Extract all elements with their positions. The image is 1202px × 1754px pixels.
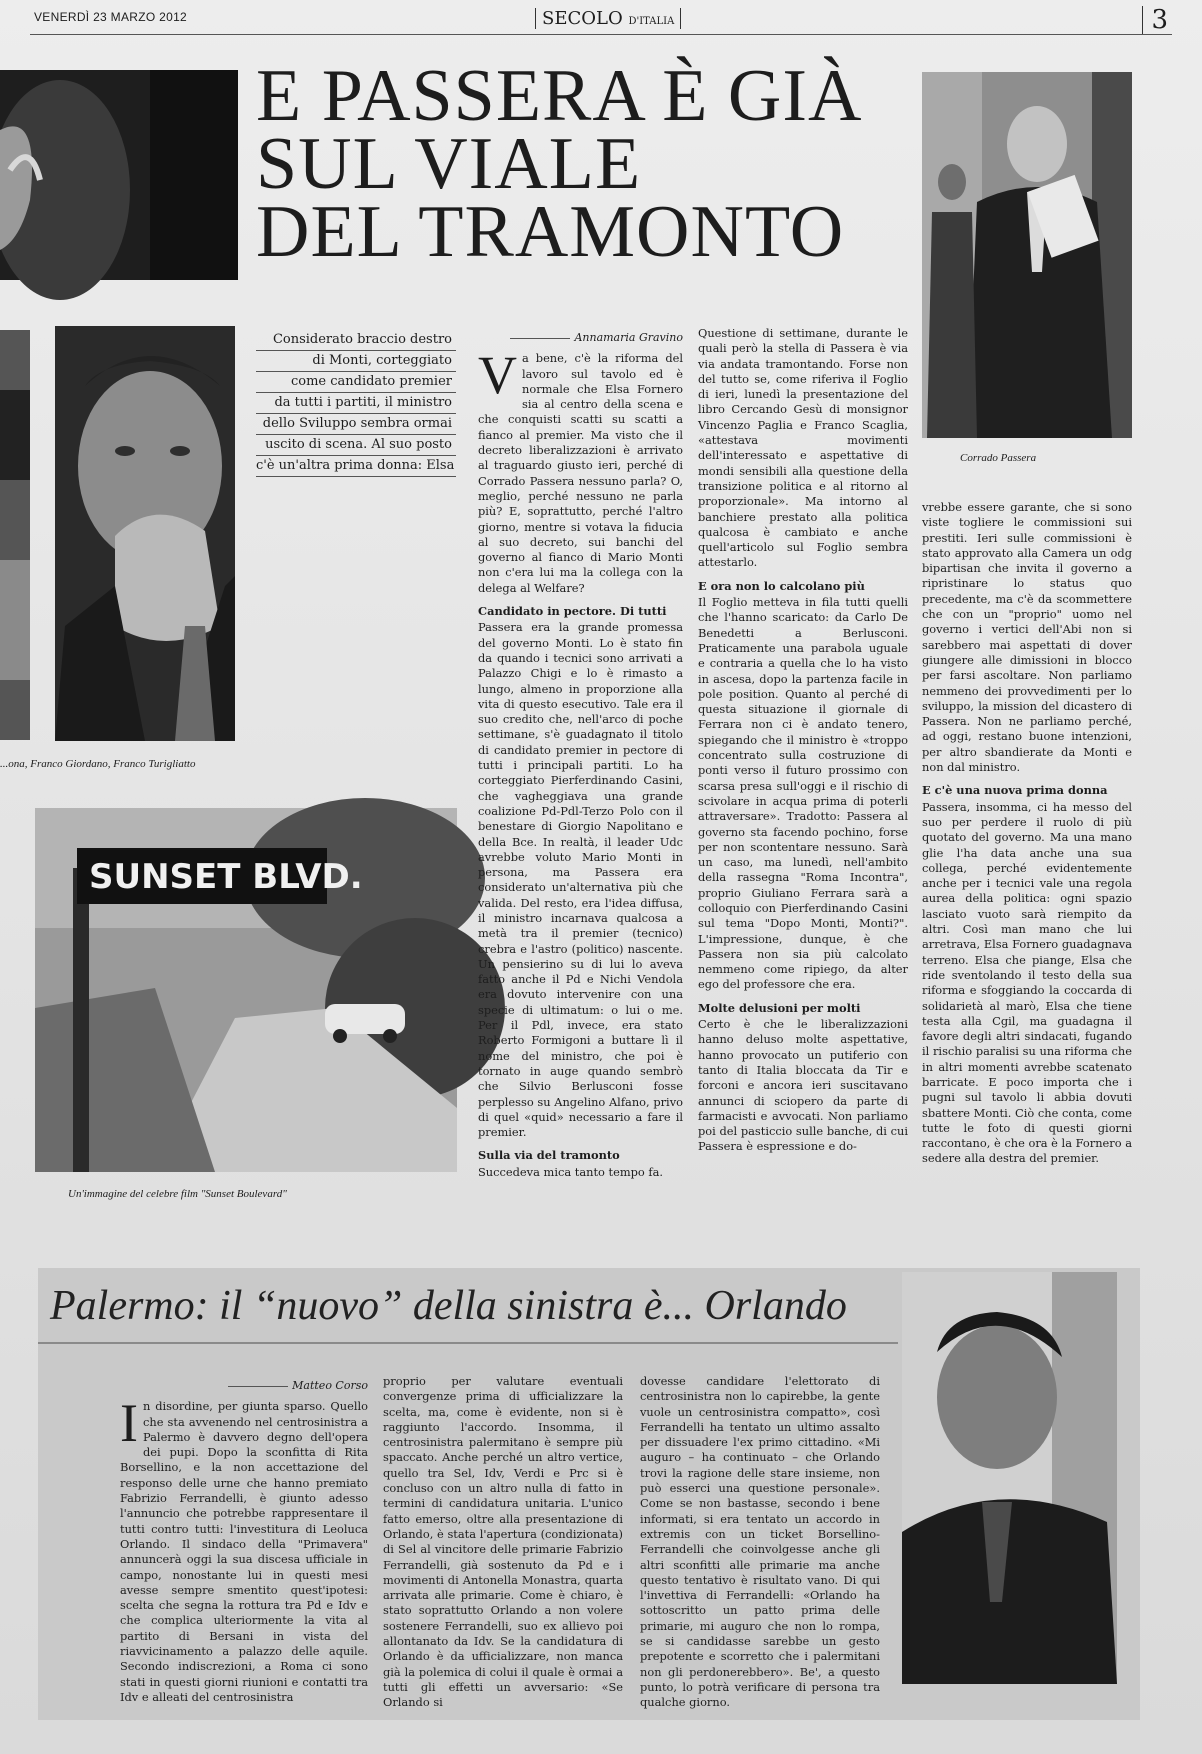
masthead [535,8,681,29]
standfirst-line: Considerato braccio destro [256,330,456,351]
article-paragraph: vrebbe essere garante, che si sono viste togliere le commissioni sui prestiti. Ieri sulle commissioni è stato approvato alla Camera un odg bipartisan che invita il governo a ripristinare lo status quo precedente, ma c'è da scommettere che con un "proprio" uomo nel governo i vertici dell'Abi non si sarebbero mai aspettati di dover giungere alle dimissioni in blocco per farsi ascoltare. Non parliamo nemmeno dei provvedimenti per lo sviluppo, la mission del dicastero di Passera. Non ne parliamo perché, ad oggi, restano buone intenzioni, per altro sbandierate da Monti e non dal ministro. [922,500,1132,775]
caption-left: ...ona, Franco Giordano, Franco Turigliatto [0,758,196,770]
headline-line: E PASSERA È GIÀ [256,55,863,137]
portrait-giordano-graphic [55,326,235,741]
standfirst-line: di Monti, corteggiato [256,351,456,372]
dropcap: I [120,1393,138,1454]
article-paragraph [478,345,683,596]
photo-sunset-boulevard [35,808,457,1172]
article-subhead: Molte delusioni per molti [698,1000,861,1015]
article-subhead: E c'è una nuova prima donna [922,783,1108,798]
masthead-name: SECOLO [542,8,623,29]
article-paragraph: Passera, insomma, ci ha messo del suo per perdere il ruolo di più quotato del governo. Ma una mano glie l'ha data anche una sua collega, perché evidentemente anche per i tecnici vale una regola aurea della politica: ogni spazio lasciato vuoto sarà riempito da altri. Così man mano che lui arretrava, Elsa Fornero guadagnava terreno. Elsa che piange, Elsa che ride sventolando il testo della sua riforma e sfoggiando la coccarda di solidarietà al marò, Elsa che tiene testa alla Cgil, ma guadagna il favore degli altri sindacati, fugando il rischio paralisi su una riforma che in altri momenti avrebbe scatenato barricate. E poco importa che i pugni sul tavolo li abbia dovuti sbattere Monti. Ciò che conta, come tutte le foto di questi giorni raccontano, è che ora è la Fornero a sedere alla destra del premier. [922,799,1132,1166]
standfirst-line: uscito di scena. Al suo posto [256,435,456,456]
photo-orlando-graphic [902,1272,1117,1684]
standfirst-line: da tutti i partiti, il ministro [256,393,456,414]
paragraph-text: a bene, c'è la riforma del lavoro sul tavolo ed è normale che Elsa Fornero sia al centro della scena e che conquisti scatti su scatti a fianco al premier. Ma visto che il decreto liberalizzazioni è arrivato al traguardo giusto ieri, perché di Corrado Passera nessuno parla? O, meglio, perché nessuno ne parla più? E, soprattutto, perché l'altro giorno, mentre si votava la fiducia al suo decreto, sui banchi del governo al fianco di Mario Monti non c'era lui ma la collega con la delega al Welfare? [478,351,683,595]
standfirst [256,330,456,477]
article-paragraph: Il Foglio metteva in fila tutti quelli che l'hanno scaricato: da Carlo De Benedetti a Berlusconi. Praticamente una parabola uguale e contraria a quella che lo ha visto in ascesa, dopo la partenza facile in pole position. Quanto al perché di questa situazione il giornale di Ferrara non ci è andato tenero, spiegando che il ministro è «troppo concentrato sulla costruzione di ponti verso il futuro prossimo con scarsa presa sull'oggi e il rischio di scivolare in acqua prima di poterli attraversare». Tradotto: Passera al governo sta facendo pochino, forse per non scontentare nessuno. Sarà un caso, ma lunedì, nell'ambito della rassegna "Roma Incontra", proprio Giuliano Ferrara sarà a colloquio con Pierferdinando Casini sul tema "Dopo Monti, Monti?". L'impressione, dunque, è che Passera non sia più calcolato nemmeno come ripiego, da alter ego del professore che era. [698,595,908,992]
article-subhead: Candidato in pectore. Di tutti [478,604,667,619]
bottom-paragraph: dovesse candidare l'elettorato di centrosinistra non lo capirebbe, la gente vuole un centrosinistra compatto», così Ferrandelli ha tentato un ultimo assalto per dissuadere l'ex primo cittadino. «Mi auguro – ha continuato – che Orlando trovi la ragione delle stare insieme, non può esserci una questione personale». Come se non bastasse, secondo i bene informati, si era tentato un accordo in extremis con un ticket Borsellino-Ferrandelli che coinvolgesse anche gli altri sconfitti alle primarie ma anche questo tentativo è risultato vano. Di qui l'invettiva di Ferrandelli: «Orlando ha sottoscritto un patto prima delle primarie, mi auguro che non lo rompa, se si candidasse sarebbe un gesto prepotente e scorretto che i palermitani non gli perdonerebbero». Be', a questo punto, lo potrà verificare di persona tra qualche giorno. [640,1374,880,1710]
photo-passera [922,72,1132,438]
bottom-paragraph: proprio per valutare eventuali convergenze prima di ufficializzare la scelta, ma, come è evidente, non si è raggiunto l'accordo. Insomma, il centrosinistra palermitano è sempre più spaccato. Anche perché un altro vertice, quello tra Sel, Idv, Verdi e Prc si è concluso con un altro nulla di fatto in termini di candidatura unitaria. L'unico fatto emerso, oltre alla presentazione di Orlando, è stata l'apertura (condizionata) di Sel al vincitore delle primarie Fabrizio Ferrandelli, già sostenuto da Pd e i movimenti di Antonella Monastra, quarta arrivata alle primarie. Come è chiaro, è stato soprattutto Orlando a non volere sostenere Ferrandelli, suo ex allievo poi allontanato da Idv. Se la candidatura di Orlando è da ufficializzare, non manca già la polemica di colui il quale è ormai a tutti gli effetti un avversario: «Se Orlando si [383,1374,623,1710]
issue-date: VENERDÌ 23 MARZO 2012 [34,10,188,24]
article-byline: Annamaria Gravino [478,330,683,345]
photo-portrait-giordano [55,326,235,741]
bottom-column-2 [383,1374,623,1710]
photo-top-left-graphic [0,70,238,280]
article-column-2 [698,326,908,1208]
standfirst-line: dello Sviluppo sembra ormai [256,414,456,435]
photo-top-left [0,70,238,280]
sunset-photo-graphic [35,808,457,1172]
article-paragraph: Certo è che le liberalizzazioni hanno deluso molte aspettative, hanno provocato un putiferio con tanto di Italia bloccata da Tir e forconi e ancora ieri suscitavano annunci di sciopero da parte di farmacisti e avvocati. Non parliamo poi del pasticcio sulle banche, di cui Passera è espressione e do- [698,1017,908,1154]
photo-passera-graphic [922,72,1132,438]
photo-orlando [902,1272,1117,1684]
page-header [30,6,1172,35]
title-underline [38,1342,898,1344]
article-paragraph: Succedeva mica tanto tempo fa. [478,1164,664,1179]
paragraph-text: n disordine, per giunta sparso. Quello che sta avvenendo nel centrosinistra a Palermo è davvero degno dell'opera dei pupi. Dopo la sconfitta di Rita Borsellino, e la non accettazione del responso delle urne che hanno premiato Fabrizio Ferrandelli, è giunto adesso l'annuncio che potrebbe rappresentare il tutti contro tutti: l'investitura di Leoluca Orlando. Il sindaco della "Primavera" annuncerà oggi la sua discesa ufficiale in campo, nonostante lui in questi mesi avesse sempre smentito quest'ipotesi: scelta che segna la rottura tra Pd e Idv e che complica ulteriormente la vita al partito di Bersani in vista del riavvicinamento a palazzo delle aquile. Secondo indiscrezioni, a Roma ci sono stati in questi giorni riunioni e contatti tra Idv e alleati del centrosinistra [120,1399,368,1704]
headline-line: SUL VIALE [256,123,642,205]
article-paragraph: Passera era la grande promessa del governo Monti. Lo è stato fin da quando i tecnici sono arrivati a Palazzo Chigi e lo è rimasto a lungo, almeno in proporzione alla vita di questo esecutivo. Tale era il suo credito che, nell'arco di poche settimane, s'è guadagnato il titolo di candidato premier in pectore di tutti i principali partiti. Lo ha corteggiato Pierferdinando Casini, che vagheggiava una grande coalizione Pd-Pdl-Terzo Polo con il benestare di Giorgio Napolitano e della Bce. In realtà, il leader Udc avrebbe voluto Mario Monti in persona, ma Passera era considerato un'alternativa più che valida. Del resto, era l'idea diffusa, il ministro incarnava qualcosa a metà tra il premier (tecnico) crebra e l'astro (politico) nascente. Un pensierino su di lui lo aveva fatto anche il Pd e Nichi Vendola era dovuto intervenire con una specie di ultimatum: o lui o me. Per il Pdl, invece, era stato Roberto Formigoni a buttare lì il nome del ministro, che poi è tornato in auge quando sembrò che Silvio Berlusconi fosse perplesso su Angelino Alfano, privo di quel «quid» necessario a fare il premier. [478,620,683,1140]
standfirst-line: c'è un'altra prima donna: Elsa [256,456,456,477]
masthead-small: D'ITALIA [628,16,675,27]
article-subhead: Sulla via del tramonto [478,1148,620,1163]
caption-passera: Corrado Passera [960,452,1037,464]
bottom-article-title: Palermo: il “nuovo” della sinistra è... Orlando [50,1283,847,1329]
bottom-paragraph [120,1393,368,1705]
bottom-column-3 [640,1374,880,1710]
bottom-byline: Matteo Corso [120,1378,368,1393]
bottom-column-1 [120,1378,368,1704]
headline-line: DEL TRAMONTO [256,191,845,273]
article-subhead: E ora non lo calcolano più [698,578,865,593]
caption-sunset: Un'immagine del celebre film "Sunset Boulevard" [68,1188,287,1200]
dropcap: V [478,345,517,406]
photo-left-strip [0,330,30,740]
page-number: 3 [1142,6,1168,34]
sunset-sign-text: SUNSET BLVD. [89,857,363,897]
photo-left-strip-graphic [0,330,30,740]
article-headline [256,55,906,273]
article-paragraph: Questione di settimane, durante le quali però la stella di Passera è via via andata tramontando. Forse non del tutto se, come riferiva il Foglio di ieri, lunedì la presentazione del libro Cercando Gesù di monsignor Vincenzo Paglia e Franco Scaglia, «attestava movimenti dell'interessato e aspettative di mondi sensibili alla questione della transizione politica e al ritorno al proporzionale». Ma intorno al banchiere prestato alla politica qualcosa è cambiato e anche quell'articolo sul Foglio sembra attestarlo. [698,326,908,570]
article-column-3 [922,500,1132,1208]
article-column-1 [478,330,683,1208]
standfirst-line: come candidato premier [256,372,456,393]
